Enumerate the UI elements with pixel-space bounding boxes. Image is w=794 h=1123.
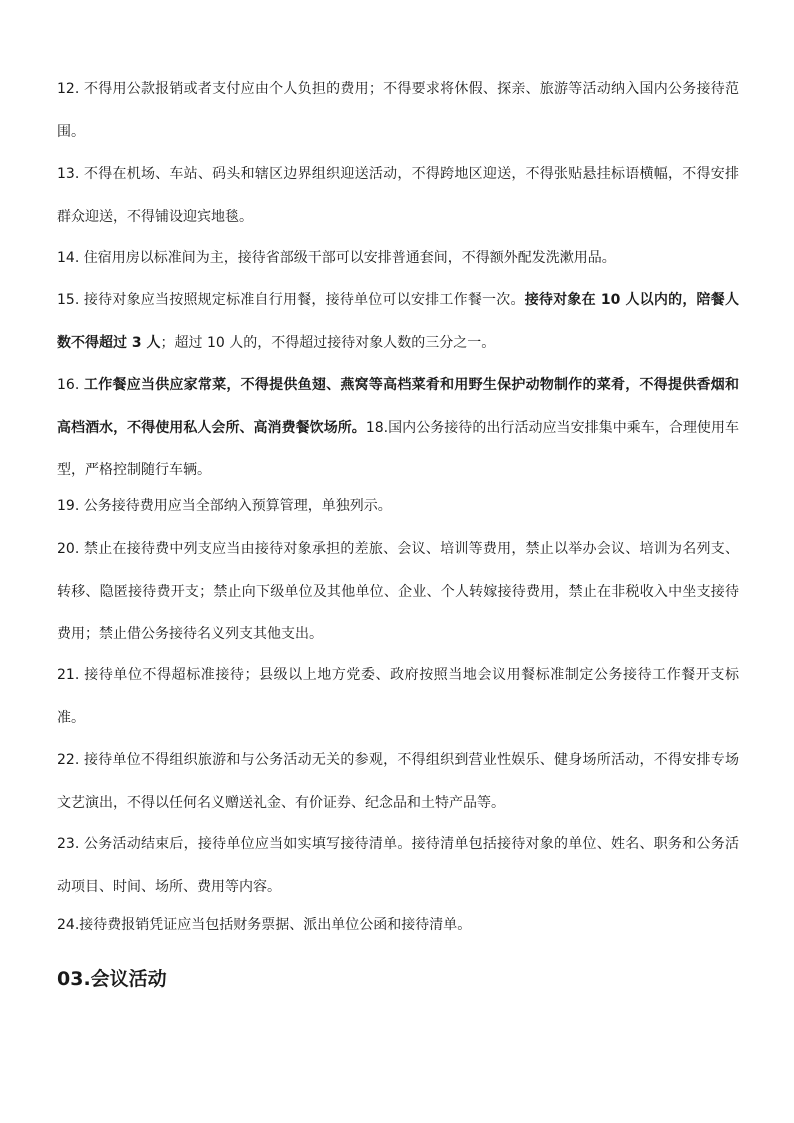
paragraph-13: 13. 不得在机场、车站、码头和辖区边界组织迎送活动，不得跨地区迎送，不得张贴悬挂标语横幅，不得安排群众迎送，不得铺设迎宾地毯。	[57, 166, 739, 225]
paragraph-20: 20. 禁止在接待费中列支应当由接待对象承担的差旅、会议、培训等费用，禁止以举办会议、培训为名列支、转移、隐匿接待费开支；禁止向下级单位及其他单位、企业、个人转嫁接待费用，禁止在非税收入中坐支接待费用；禁止借公务接待名义列支其他支出。	[57, 541, 739, 642]
paragraph-16	[57, 364, 739, 492]
paragraph-24: 24.接待费报销凭证应当包括财务票据、派出单位公函和接待清单。	[57, 917, 472, 933]
paragraph-18-text: 18.国内公务接待的出行活动应当安排集中乘车，合理使用车型，严格控制随行车辆。	[57, 419, 739, 478]
paragraph-16-bold-text: 工作餐应当供应家常菜，不得提供鱼翅、燕窝等高档菜肴和用野生保护动物制作的菜肴，不得提供香烟和高档酒水，不得使用私人会所、高消费餐饮场所。	[57, 377, 740, 436]
paragraph-15-bold-text: 接待对象在 10 人以内的，陪餐人数不得超过 3 人	[57, 292, 739, 351]
paragraph-16-number: 16.	[57, 377, 84, 393]
paragraph-15-tail-text: ；超过 10 人的，不得超过接待对象人数的三分之一。	[160, 334, 496, 351]
paragraph-15-text: 15. 接待对象应当按照规定标准自行用餐，接待单位可以安排工作餐一次。	[57, 292, 525, 308]
paragraph-19: 19. 公务接待费用应当全部纳入预算管理，单独列示。	[57, 498, 392, 514]
paragraph-23: 23. 公务活动结束后，接待单位应当如实填写接待清单。接待清单包括接待对象的单位、姓名、职务和公务活动项目、时间、场所、费用等内容。	[57, 836, 739, 895]
section-heading: 03.会议活动	[57, 968, 167, 990]
paragraph-22: 22. 接待单位不得组织旅游和与公务活动无关的参观，不得组织到营业性娱乐、健身场所活动，不得安排专场文艺演出，不得以任何名义赠送礼金、有价证券、纪念品和土特产品等。	[57, 752, 739, 811]
paragraph-21: 21. 接待单位不得超标准接待；县级以上地方党委、政府按照当地会议用餐标准制定公务接待工作餐开支标准。	[57, 667, 739, 726]
paragraph-15	[57, 279, 739, 364]
paragraph-14: 14. 住宿用房以标准间为主，接待省部级干部可以安排普通套间，不得额外配发洗漱用品。	[57, 250, 616, 266]
paragraph-12: 12. 不得用公款报销或者支付应由个人负担的费用；不得要求将休假、探亲、旅游等活动纳入国内公务接待范围。	[57, 81, 739, 140]
